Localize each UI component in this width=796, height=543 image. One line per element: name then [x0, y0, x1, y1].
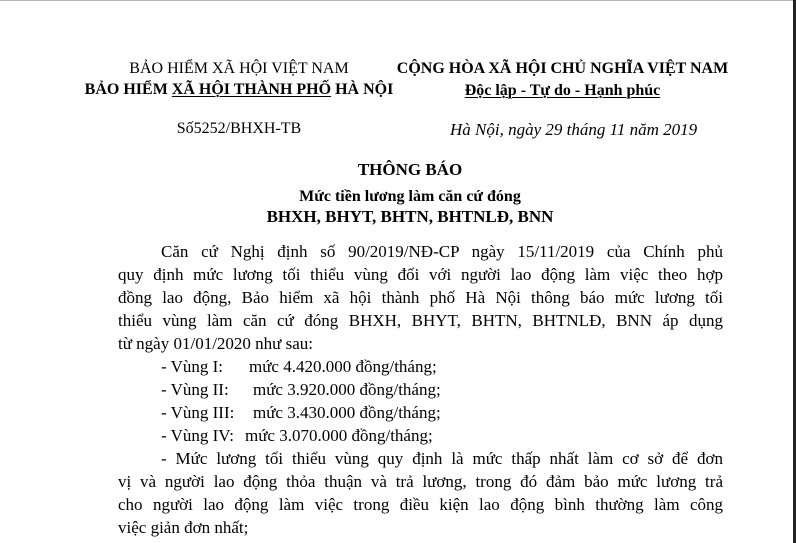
- org-name-prefix: BẢO HIỂM: [84, 81, 172, 98]
- intro-line-2: quy định mức lương tối thiểu vùng đối với người lao động làm việc theo hợp: [118, 265, 723, 284]
- org-name-underlined: XÃ HỘI THÀNH PHỐ: [171, 81, 332, 98]
- intro-line-3: đồng lao động, Bảo hiểm xã hội thành phố Hà Nội thông báo mức lương tối: [118, 288, 723, 307]
- document-subtitle-line2: BHXH, BHYT, BHTN, BHTNLĐ, BNN: [266, 207, 554, 226]
- national-motto: Độc lập - Tự do - Hạnh phúc: [464, 82, 661, 99]
- intro-line-1: Căn cứ Nghị định số 90/2019/NĐ-CP ngày 15/11/2019 của Chính phủ: [161, 242, 723, 261]
- region-item: [161, 378, 441, 401]
- region-amount: mức 4.420.000 đồng/tháng;: [249, 357, 437, 376]
- region-item: [161, 424, 433, 447]
- country-name: CỘNG HÒA XÃ HỘI CHỦ NGHĨA VIỆT NAM: [396, 60, 729, 77]
- note-line-4: việc giản đơn nhất;: [118, 518, 249, 537]
- region-amount: mức 3.920.000 đồng/tháng;: [253, 380, 441, 399]
- region-label: - Vùng IV:: [161, 426, 235, 445]
- note-line-3: cho người lao động làm việc trong điều kiện lao động bình thường làm công: [118, 495, 723, 514]
- document-title: THÔNG BÁO: [357, 160, 463, 179]
- document-subtitle-line1: Mức tiền lương làm căn cứ đóng: [299, 188, 521, 205]
- note-line-2: vị và người lao động thỏa thuận và trả lương, trong đó đảm bảo mức lương trả: [118, 472, 723, 491]
- region-label: - Vùng II:: [161, 380, 229, 399]
- region-amount: mức 3.430.000 đồng/tháng;: [253, 403, 441, 422]
- region-amount: mức 3.070.000 đồng/tháng;: [245, 426, 433, 445]
- org-parent: BẢO HIỂM XÃ HỘI VIỆT NAM: [129, 60, 349, 77]
- doc-number: Số5252/BHXH-TB: [176, 120, 302, 137]
- note-line-1: - Mức lương tối thiểu vùng quy định là mức thấp nhất làm cơ sở để đơn: [161, 449, 723, 468]
- region-label: - Vùng I:: [161, 357, 224, 376]
- place-date: Hà Nội, ngày 29 tháng 11 năm 2019: [450, 120, 698, 139]
- page-top-border: [0, 0, 796, 1]
- region-item: [161, 355, 437, 378]
- org-name: [80, 81, 398, 99]
- org-name-suffix: HÀ NỘI: [331, 81, 394, 98]
- region-item: [161, 401, 441, 424]
- region-label: - Vùng III:: [161, 403, 235, 422]
- intro-line-4: thiểu vùng làm căn cứ đóng BHXH, BHYT, BHTN, BHTNLĐ, BNN áp dụng: [118, 311, 723, 330]
- intro-line-5: từ ngày 01/01/2020 như sau:: [118, 334, 314, 353]
